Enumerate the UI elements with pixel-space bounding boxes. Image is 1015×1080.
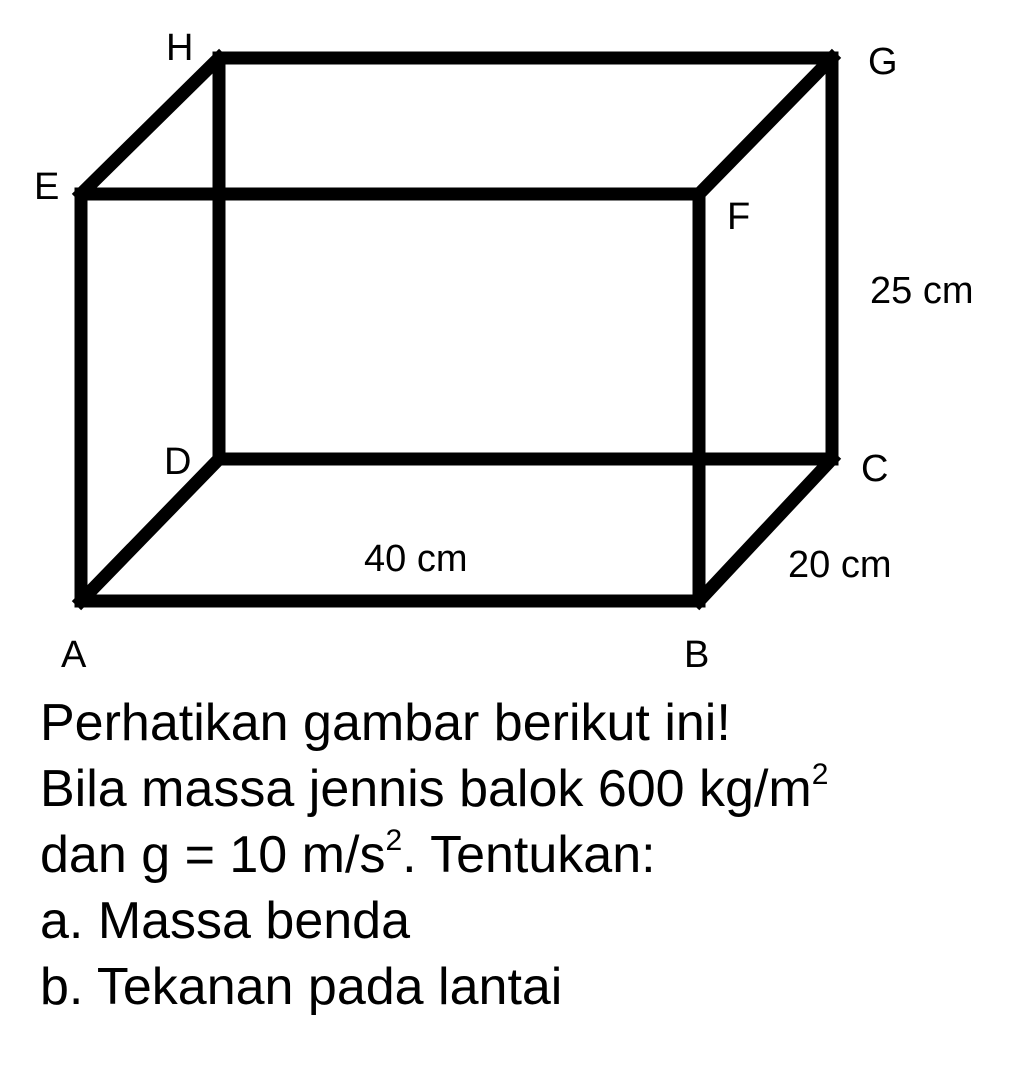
question-line-3 <box>40 822 1000 888</box>
edge-ad <box>81 459 219 601</box>
edge-fg <box>699 58 832 194</box>
density-text: Bila massa jennis balok 600 kg/m <box>40 760 812 818</box>
vertex-label-c: C <box>861 448 889 490</box>
question-item-a: a. Massa benda <box>40 892 411 950</box>
question-item-b: b. Tekanan pada lantai <box>40 958 563 1016</box>
vertex-label-e: E <box>34 166 60 208</box>
vertex-label-d: D <box>164 441 192 483</box>
gravity-exponent: 2 <box>385 824 403 857</box>
vertex-label-f: F <box>727 196 751 238</box>
vertex-label-h: H <box>166 27 194 69</box>
vertex-label-b: B <box>684 634 710 676</box>
dimension-width-label: 20 cm <box>788 544 892 586</box>
question-text <box>40 690 1000 1020</box>
density-exponent: 2 <box>811 758 829 791</box>
dimension-height-label: 25 cm <box>870 270 974 312</box>
vertex-label-g: G <box>868 41 898 83</box>
gravity-text: dan g = 10 m/s <box>40 826 386 884</box>
vertex-label-a: A <box>61 634 87 676</box>
question-line-1: Perhatikan gambar berikut ini! <box>40 694 731 752</box>
dimension-length-label: 40 cm <box>364 538 468 580</box>
question-line-2 <box>40 756 1000 822</box>
instruction-text: . Tentukan: <box>402 826 656 884</box>
edge-eh <box>81 58 219 194</box>
